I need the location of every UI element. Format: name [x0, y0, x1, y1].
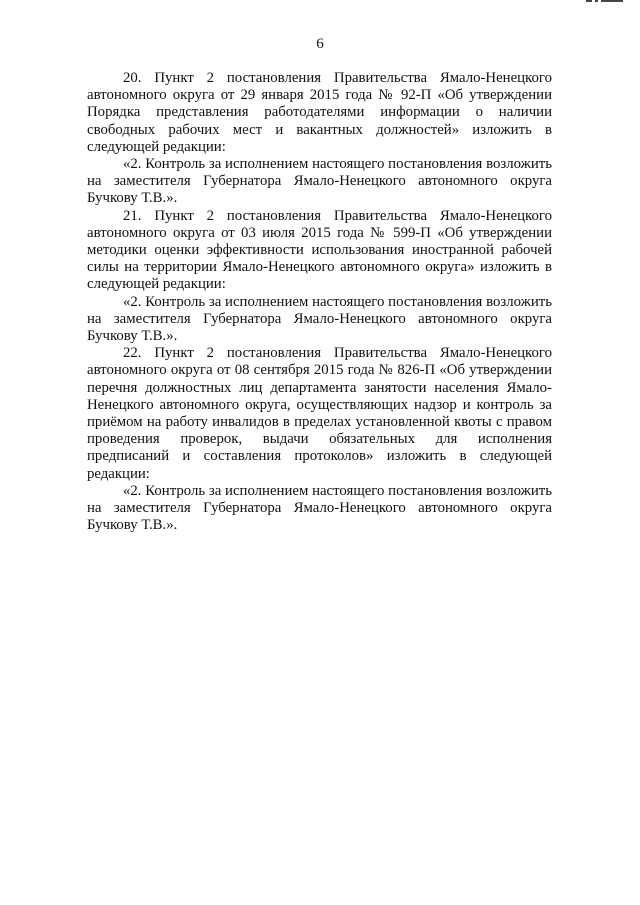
paragraph-item-22: 22. Пункт 2 постановления Правительства Ямало-Ненецкого автономного округа от 08 сентября 2015 года № 826-П «Об утверждении перечня должностных лиц департамента занятости населения Ямало-Ненецкого автономного округа, осуществляющих надзор и контроль за приёмом на работу инвалидов в пределах установленной квоты с правом проведения проверок, выдачи обязательных для исполнения предписаний и составления протоколов» изложить в следующей редакции: [87, 345, 552, 482]
page-number: 6 [316, 36, 324, 52]
paragraph-item-20: 20. Пункт 2 постановления Правительства Ямало-Ненецкого автономного округа от 29 января 2015 года № 92-П «Об утверждении Порядка представления работодателями информации о наличии свободных рабочих мест и вакантных должностей» изложить в следующей редакции: [87, 70, 552, 155]
paragraph-item-22-quote: «2. Контроль за исполнением настоящего постановления возложить на заместителя Губернатора Ямало-Ненецкого автономного округа Бучкову Т.В.». [87, 482, 552, 534]
paragraph-item-21: 21. Пункт 2 постановления Правительства Ямало-Ненецкого автономного округа от 03 июля 2015 года № 599-П «Об утверждении методики оценки эффективности использования иностранной рабочей силы на территории Ямало-Ненецкого автономного округа» изложить в следующей редакции: [87, 207, 552, 293]
scan-edge-mark [586, 0, 626, 2]
paragraph-item-21-quote: «2. Контроль за исполнением настоящего постановления возложить на заместителя Губернатора Ямало-Ненецкого автономного округа Бучкову Т.В.». [87, 293, 552, 345]
document-body [87, 70, 552, 534]
paragraph-item-20-quote: «2. Контроль за исполнением настоящего постановления возложить на заместителя Губернатора Ямало-Ненецкого автономного округа Бучкову Т.В.». [87, 156, 552, 207]
